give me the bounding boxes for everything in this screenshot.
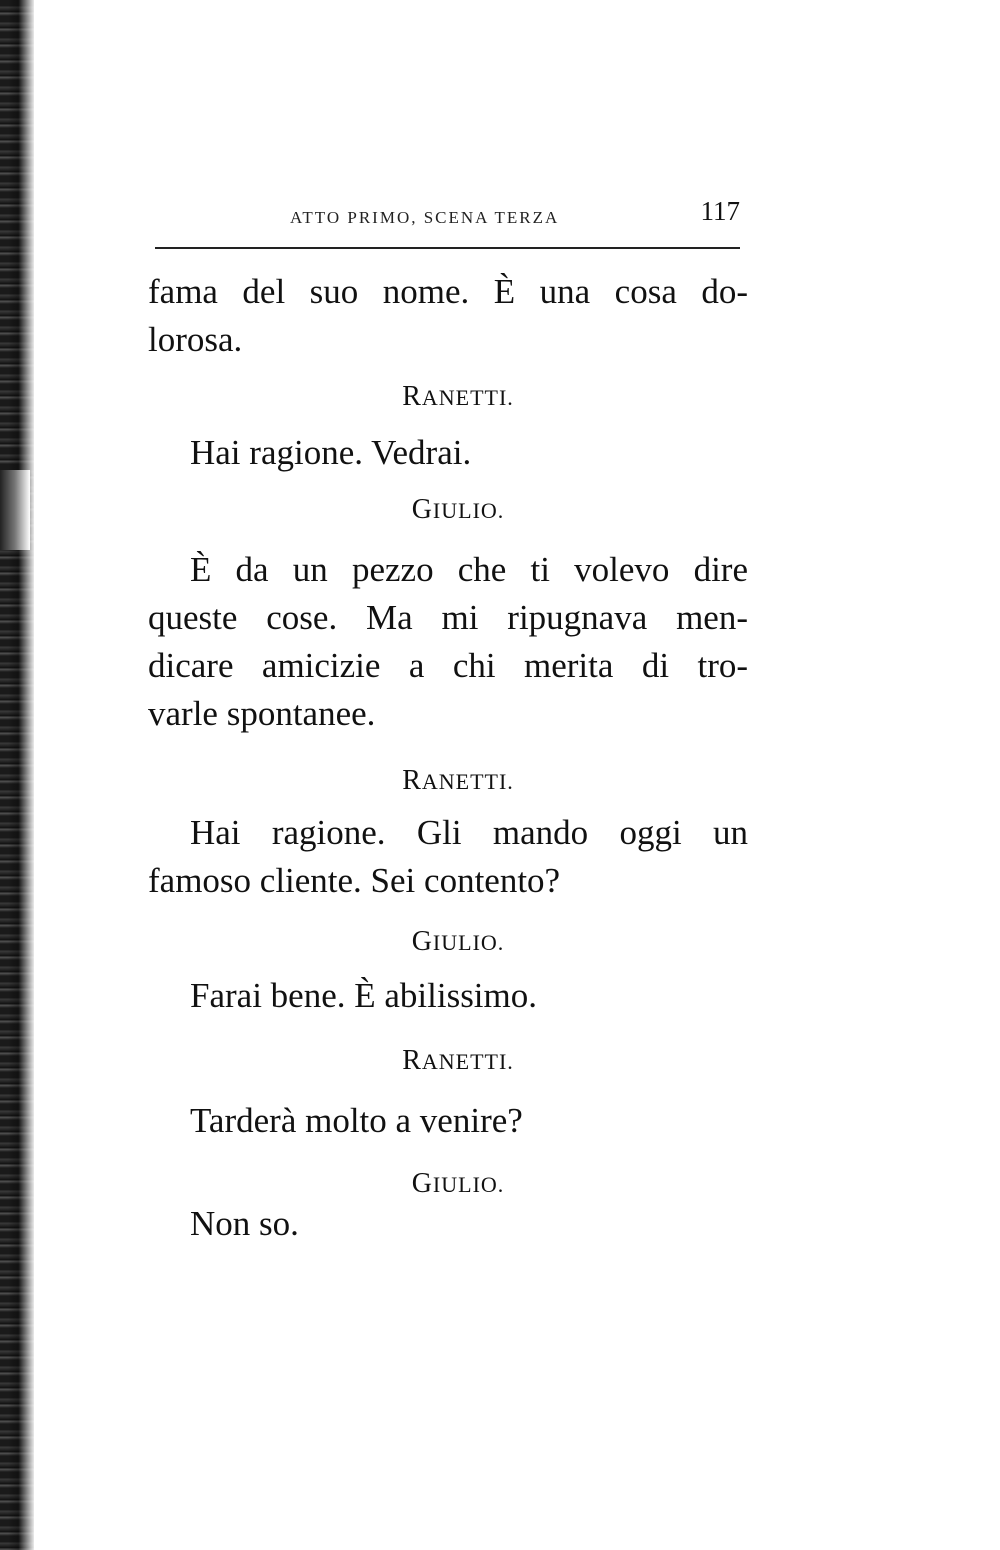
speaker-name (148, 766, 748, 797)
speaker-rest: ANETTI. (421, 1049, 514, 1074)
speaker-name (148, 927, 748, 958)
binding-edge-highlight (0, 470, 30, 550)
text-line: famoso cliente. Sei contento? (148, 861, 561, 900)
speaker-initial: G (411, 1168, 433, 1199)
text-line: Hai ragione. Vedrai. (190, 433, 472, 472)
text-line: È da un pezzo che ti volevo dire (190, 550, 748, 589)
text-line: lorosa. (148, 320, 243, 359)
speaker-rest: ANETTI. (421, 769, 514, 794)
speaker-initial: G (411, 926, 433, 957)
speaker-rest: IULIO. (432, 1172, 505, 1197)
text-line: varle spontanee. (148, 694, 376, 733)
speaker-rest: IULIO. (432, 498, 505, 523)
speaker-rest: ANETTI. (421, 385, 514, 410)
header-rule (155, 247, 740, 249)
speaker-initial: R (402, 381, 422, 412)
speaker-name (148, 382, 748, 413)
text-line: dicare amicizie a chi merita di tro- (148, 646, 748, 685)
binding-edge (0, 0, 34, 1550)
running-head-title: ATTO PRIMO, SCENA TERZA (290, 208, 560, 227)
speaker-name (148, 1169, 748, 1200)
page-number: 117 (700, 196, 740, 226)
speaker-rest: IULIO. (432, 930, 505, 955)
text-line: Tarderà molto a venire? (190, 1101, 523, 1140)
text-line: Hai ragione. Gli mando oggi un (190, 813, 748, 852)
page-body (148, 268, 748, 1248)
text-line: fama del suo nome. È una cosa do- (148, 272, 748, 311)
speaker-initial: R (402, 765, 422, 796)
text-line: queste cose. Ma mi ripugnava men- (148, 598, 748, 637)
speaker-initial: R (402, 1045, 422, 1076)
speaker-name (148, 1046, 748, 1077)
speaker-initial: G (411, 494, 433, 525)
text-line: Farai bene. È abilissimo. (190, 976, 538, 1015)
speaker-name (148, 495, 748, 526)
running-header (150, 196, 740, 240)
text-line: Non so. (190, 1204, 299, 1243)
